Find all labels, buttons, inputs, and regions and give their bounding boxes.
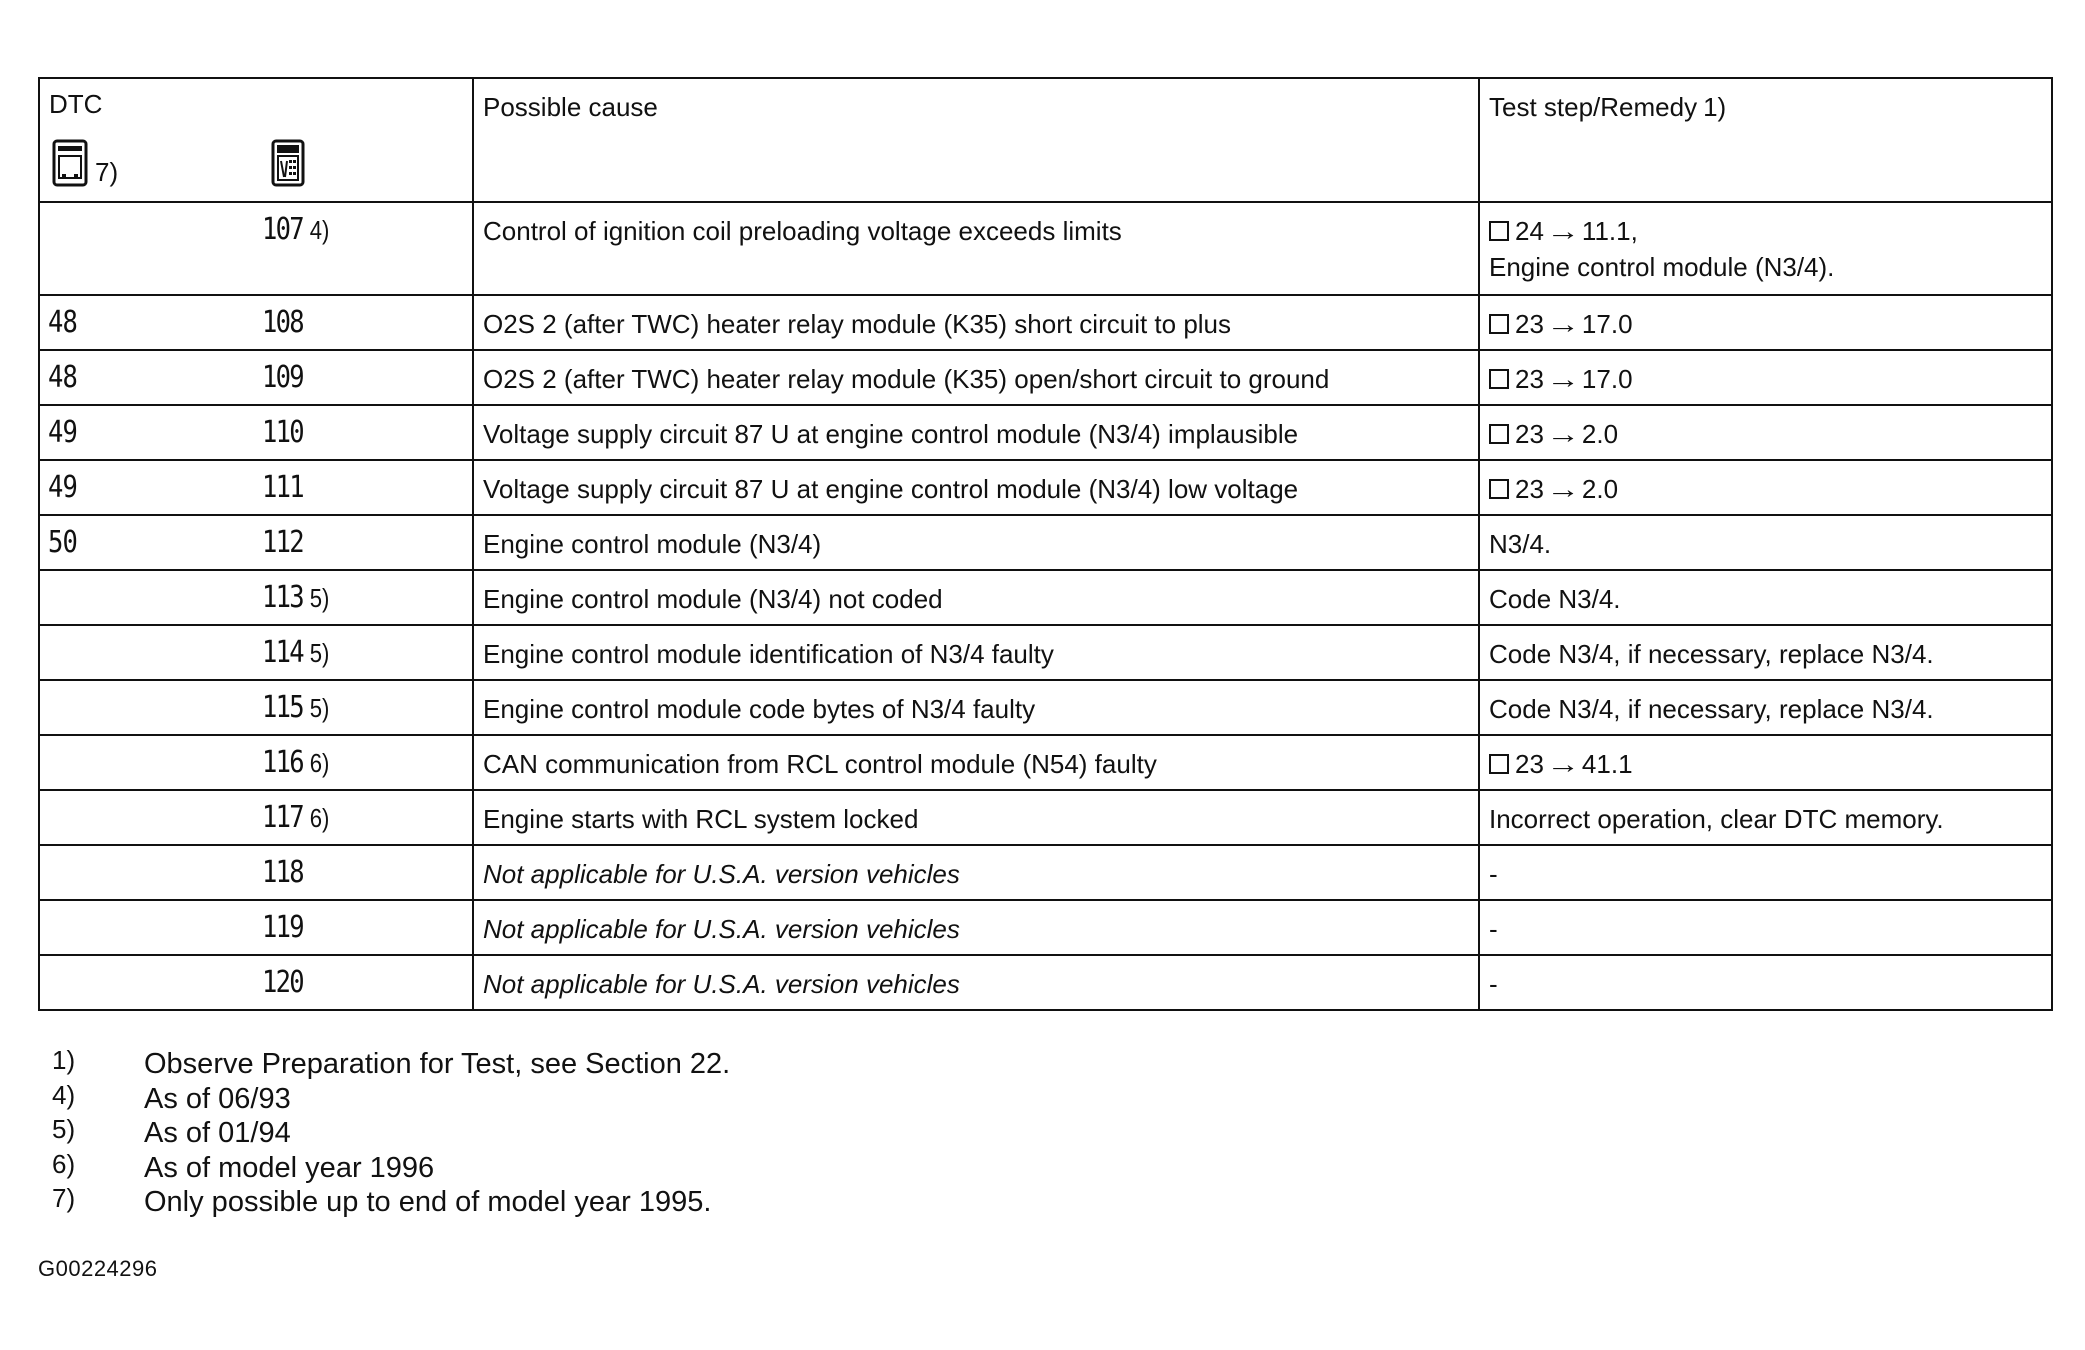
possible-cause-text: Voltage supply circuit 87 U at engine control module (N3/4) implausible — [483, 419, 1299, 449]
cause-cell — [473, 625, 1479, 680]
test-step-reference — [1480, 203, 2051, 249]
test-step-number: 17.0 — [1581, 364, 1633, 394]
dtc-cell — [39, 405, 473, 460]
test-section-number: 23 — [1515, 474, 1544, 504]
remedy-column-header — [1480, 79, 2051, 125]
tester-code-footnote: 5) — [309, 638, 330, 668]
possible-cause-text: Engine control module (N3/4) not coded — [483, 584, 943, 614]
arrow-right-icon: → — [1546, 364, 1580, 394]
possible-cause-text: Engine starts with RCL system locked — [483, 804, 919, 834]
possible-cause-text: Engine control module (N3/4) — [483, 529, 822, 559]
icon-a-footnote: 7) — [95, 157, 119, 187]
remedy-cell — [1479, 405, 2052, 460]
footnote-text: As of model year 1996 — [144, 1151, 435, 1184]
remedy-text: Code N3/4, if necessary, replace N3/4. — [1489, 639, 1934, 669]
blink-code: 49 — [48, 470, 78, 505]
tester-code-value: 111 — [262, 470, 303, 505]
test-step-reference — [1480, 296, 2051, 342]
test-step-number: 2.0 — [1581, 419, 1619, 449]
header-cause-cell — [473, 78, 1479, 202]
remedy-cell — [1479, 845, 2052, 900]
cause-cell — [473, 845, 1479, 900]
tester-code-value: 115 — [262, 690, 303, 725]
cause-cell — [473, 460, 1479, 515]
tester-code-value: 114 — [262, 635, 303, 670]
footnote-text: Only possible up to end of model year 1995. — [144, 1186, 712, 1218]
arrow-right-icon: → — [1546, 309, 1580, 339]
checkbox-square-icon — [1489, 369, 1509, 389]
footnote-number: 4) — [52, 1079, 76, 1110]
table-row — [39, 955, 2052, 1010]
tester-code — [262, 212, 329, 247]
test-step-number: 17.0 — [1581, 309, 1633, 339]
remedy-cell — [1479, 350, 2052, 405]
blink-code: 48 — [48, 305, 78, 340]
dtc-cell — [39, 790, 473, 845]
table-row — [39, 845, 2052, 900]
table-row — [39, 570, 2052, 625]
blink-code-tester-icon — [52, 139, 88, 187]
test-section-number: 23 — [1515, 419, 1544, 449]
tester-code — [262, 580, 329, 615]
blink-code: 49 — [48, 415, 78, 450]
arrow-right-icon: → — [1546, 749, 1580, 779]
table-row — [39, 202, 2052, 295]
dtc-cell — [39, 350, 473, 405]
test-step-reference — [1480, 351, 2051, 397]
test-section-number: 24 — [1515, 216, 1544, 246]
cause-cell — [473, 955, 1479, 1010]
possible-cause-text: Control of ignition coil preloading voltage exceeds limits — [483, 216, 1122, 246]
possible-cause-text: O2S 2 (after TWC) heater relay module (K35) open/short circuit to ground — [483, 364, 1330, 394]
tester-code — [262, 965, 310, 1000]
footnote-number: 7) — [52, 1183, 76, 1213]
table-row — [39, 900, 2052, 955]
tester-code-value: 117 — [262, 800, 303, 835]
possible-cause-text: Engine control module code bytes of N3/4 faulty — [483, 694, 1036, 724]
test-step-reference — [1480, 461, 2051, 507]
tester-code — [262, 360, 310, 395]
tester-code — [262, 855, 310, 890]
remedy-cell — [1479, 955, 2052, 1010]
test-step-reference — [1480, 406, 2051, 452]
table-row — [39, 625, 2052, 680]
figure-id: G00224296 — [38, 1256, 158, 1281]
tester-code-footnote: 6) — [309, 803, 330, 833]
remedy-cell — [1479, 790, 2052, 845]
possible-cause-text: Not applicable for U.S.A. version vehicles — [483, 914, 960, 944]
blink-code: 50 — [48, 525, 78, 560]
footnote-text: As of 06/93 — [144, 1082, 291, 1115]
cause-cell — [473, 295, 1479, 350]
dtc-cell — [39, 680, 473, 735]
cause-cell — [473, 515, 1479, 570]
cause-column-header: Possible cause — [483, 92, 658, 122]
remedy-text: N3/4. — [1489, 529, 1552, 559]
checkbox-square-icon — [1489, 479, 1509, 499]
possible-cause-text: Engine control module identification of N3/4 faulty — [483, 639, 1054, 669]
tester-code-value: 113 — [262, 580, 303, 615]
test-step-number: 41.1 — [1581, 749, 1633, 779]
header-remedy-cell — [1479, 78, 2052, 202]
cause-cell — [473, 202, 1479, 295]
remedy-cell — [1479, 570, 2052, 625]
checkbox-square-icon — [1489, 424, 1509, 444]
tester-code — [262, 800, 329, 835]
cause-cell — [473, 350, 1479, 405]
dtc-table — [38, 77, 2053, 1011]
tester-code-value: 116 — [262, 745, 303, 780]
cause-cell — [473, 405, 1479, 460]
tester-code-value: 118 — [262, 855, 303, 890]
footnote-number: 1) — [52, 1045, 76, 1075]
remedy-header-label: Test step/Remedy — [1489, 92, 1698, 122]
cause-cell — [473, 790, 1479, 845]
dtc-cell — [39, 460, 473, 515]
remedy-text: - — [1489, 859, 1498, 889]
cause-cell — [473, 680, 1479, 735]
remedy-text: - — [1489, 969, 1498, 999]
checkbox-square-icon — [1489, 314, 1509, 334]
remedy-text: Code N3/4, if necessary, replace N3/4. — [1489, 694, 1934, 724]
tester-code-value: 120 — [262, 965, 303, 1000]
footnote-text: Observe Preparation for Test, see Section 22. — [144, 1048, 731, 1080]
test-step-number: 11.1, — [1581, 216, 1638, 246]
tester-code — [262, 745, 329, 780]
remedy-cell — [1479, 735, 2052, 790]
header-dtc-cell — [39, 78, 473, 202]
dtc-cell — [39, 625, 473, 680]
arrow-right-icon: → — [1546, 216, 1580, 246]
remedy-cell — [1479, 625, 2052, 680]
remedy-cell — [1479, 515, 2052, 570]
dtc-cell — [39, 735, 473, 790]
dtc-cell — [39, 295, 473, 350]
test-step-number: 2.0 — [1581, 474, 1619, 504]
possible-cause-text: Not applicable for U.S.A. version vehicles — [483, 969, 960, 999]
checkbox-square-icon — [1489, 754, 1509, 774]
tester-code — [262, 305, 310, 340]
dtc-cell — [39, 515, 473, 570]
dtc-cell — [39, 845, 473, 900]
tester-code — [262, 415, 310, 450]
tester-code — [262, 690, 329, 725]
dtc-cell — [39, 202, 473, 295]
tester-code — [262, 635, 329, 670]
tester-code-value: 107 — [262, 212, 303, 247]
hand-held-tester-icon — [271, 139, 305, 187]
remedy-cell — [1479, 680, 2052, 735]
tester-code — [262, 525, 310, 560]
remedy-text: Incorrect operation, clear DTC memory. — [1489, 804, 1944, 834]
test-section-number: 23 — [1515, 364, 1544, 394]
tester-code — [262, 910, 310, 945]
footnote-number: 6) — [52, 1148, 76, 1179]
table-header-row — [39, 78, 2052, 202]
table-row — [39, 350, 2052, 405]
footnote-text: As of 01/94 — [144, 1117, 291, 1149]
remedy-second-line: Engine control module (N3/4). — [1489, 252, 1835, 282]
dtc-column-header: DTC — [49, 89, 103, 119]
tester-code-value: 119 — [262, 910, 303, 945]
table-row — [39, 460, 2052, 515]
checkbox-square-icon — [1489, 221, 1509, 241]
possible-cause-text: O2S 2 (after TWC) heater relay module (K35) short circuit to plus — [483, 309, 1232, 339]
tester-code-footnote: 5) — [309, 583, 330, 613]
table-row — [39, 515, 2052, 570]
dtc-cell — [39, 570, 473, 625]
cause-cell — [473, 900, 1479, 955]
arrow-right-icon: → — [1546, 419, 1580, 449]
arrow-right-icon: → — [1546, 474, 1580, 504]
remedy-cell — [1479, 900, 2052, 955]
dtc-cell — [39, 955, 473, 1010]
test-step-reference — [1480, 736, 2051, 782]
tester-code-value: 108 — [262, 305, 303, 340]
test-section-number: 23 — [1515, 749, 1544, 779]
table-row — [39, 790, 2052, 845]
tester-code-footnote: 5) — [309, 693, 330, 723]
table-row — [39, 405, 2052, 460]
possible-cause-text: CAN communication from RCL control module (N54) faulty — [483, 749, 1157, 779]
tester-code-footnote: 6) — [309, 748, 330, 778]
possible-cause-text: Voltage supply circuit 87 U at engine control module (N3/4) low voltage — [483, 474, 1299, 504]
cause-cell — [473, 570, 1479, 625]
remedy-text: Code N3/4. — [1489, 584, 1621, 614]
blink-code: 48 — [48, 360, 78, 395]
table-row — [39, 680, 2052, 735]
tester-code-value: 109 — [262, 360, 303, 395]
remedy-cell — [1479, 202, 2052, 295]
remedy-cell — [1479, 460, 2052, 515]
table-row — [39, 735, 2052, 790]
possible-cause-text: Not applicable for U.S.A. version vehicles — [483, 859, 960, 889]
remedy-cell — [1479, 295, 2052, 350]
test-section-number: 23 — [1515, 309, 1544, 339]
table-row — [39, 295, 2052, 350]
cause-cell — [473, 735, 1479, 790]
remedy-header-footnote: 1) — [1703, 92, 1727, 122]
tester-code-value: 112 — [262, 525, 303, 560]
remedy-text: - — [1489, 914, 1498, 944]
footnote-number: 5) — [52, 1114, 76, 1144]
dtc-cell — [39, 900, 473, 955]
tester-code-footnote: 4) — [309, 215, 330, 245]
tester-code — [262, 470, 310, 505]
tester-code-value: 110 — [262, 415, 303, 450]
